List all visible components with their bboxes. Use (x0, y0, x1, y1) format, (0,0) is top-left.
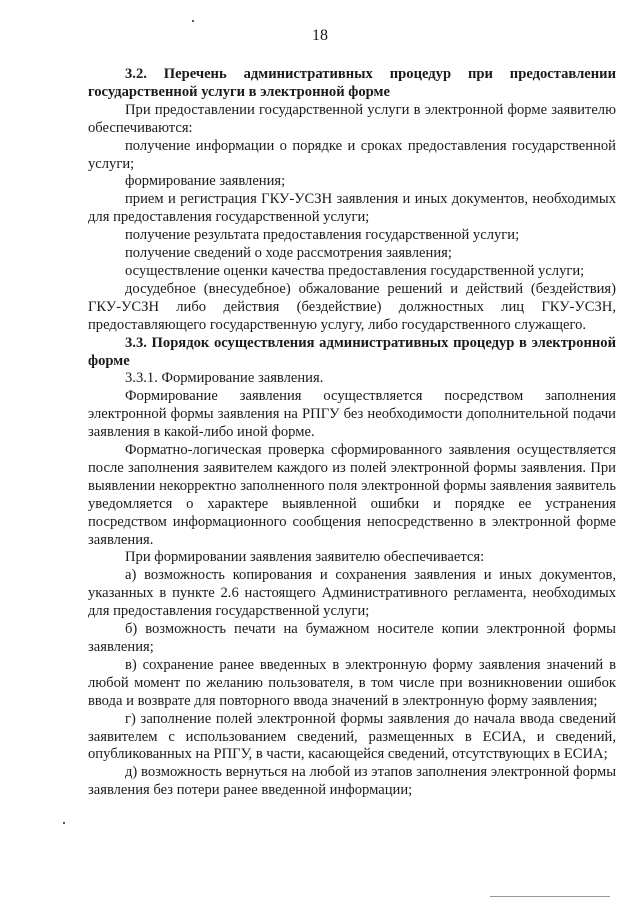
paragraph: получение сведений о ходе рассмотрения заявления; (125, 245, 452, 262)
paragraph: б) возможность печати на бумажном носителе копии электронной формы заявления; (88, 621, 616, 655)
scan-speck (192, 20, 194, 22)
paragraph: прием и регистрация ГКУ-УСЗН заявления и иных документов, необходимых для предоставления государственной услуги; (88, 191, 616, 226)
document-body (88, 66, 616, 800)
paragraph: При предоставлении государственной услуги в электронной форме заявителю обеспечиваются: (88, 101, 616, 136)
paragraph: д) возможность вернуться на любой из этапов заполнения электронной формы заявления без потери ранее введенной информации; (88, 764, 616, 799)
paragraph: 3.3.1. Формирование заявления. (125, 370, 324, 387)
footer-rule (490, 896, 610, 897)
paragraph: осуществление оценки качества предоставления государственной услуги; (125, 262, 585, 279)
page-number: 18 (312, 27, 328, 44)
section-heading: 3.3. Порядок осуществления административных процедур в электронной форме (88, 334, 616, 369)
paragraph: г) заполнение полей электронной формы заявления до начала ввода сведений заявителем с использованием сведений, размещенных в ЕСИА, и сведений, опубликованных на РПГУ, в части, касающейся сведений, отсутствующих в ЕСИА; (88, 710, 616, 763)
paragraph: в) сохранение ранее введенных в электронную форму заявления значений в любой момент по желанию пользователя, в том числе при возникновении ошибок ввода и возврате для повторного ввода значений в электронную форму заявления; (88, 656, 616, 709)
paragraph: формирование заявления; (125, 173, 286, 190)
section-heading: 3.2. Перечень административных процедур при предоставлении государственной услуги в электронной форме (88, 66, 616, 100)
paragraph: получение результата предоставления государственной услуги; (125, 227, 520, 244)
paragraph: досудебное (внесудебное) обжалование решений и действий (бездействия) ГКУ-УСЗН либо действия (бездействие) должностных лиц ГКУ-УСЗН, предоставляющего государственную услугу, либо государственного служащего. (88, 280, 616, 333)
paragraph: получение информации о порядке и сроках предоставления государственной услуги; (88, 137, 616, 172)
paragraph: При формировании заявления заявителю обеспечивается: (125, 549, 485, 566)
paragraph: Форматно-логическая проверка сформированного заявления осуществляется после заполнения заявителем каждого из полей электронной формы заявления. При выявлении некорректно заполненного поля электронной формы заявления заявитель уведомляется о характере выявленной ошибки и порядке ее устранения посредством информационного сообщения непосредственно в электронной форме заявления. (88, 442, 616, 548)
paragraph: а) возможность копирования и сохранения заявления и иных документов, указанных в пункте 2.6 настоящего Административного регламента, необходимых для предоставления государственной услуги; (88, 567, 616, 620)
paragraph: Формирование заявления осуществляется посредством заполнения электронной формы заявления на РПГУ без необходимости дополнительной подачи заявления в какой-либо иной форме. (88, 388, 616, 441)
scan-speck (63, 822, 65, 824)
